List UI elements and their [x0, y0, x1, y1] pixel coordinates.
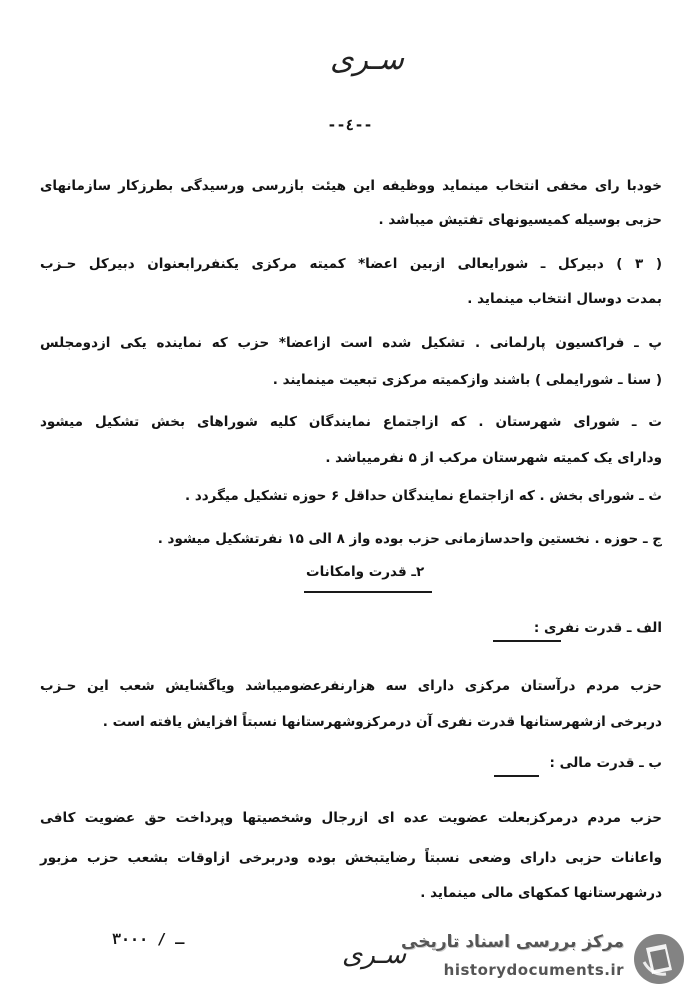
body-line-7: ت ـ شورای شهرستان . که ازاجتماع نمایندگان کلیه شوراهای بخش تشکیل میشود	[40, 414, 662, 430]
subsection-a-underline	[493, 640, 561, 642]
body-line-6: ( سنا ـ شورایملی ) باشند وازکمیته مرکزی تبعیت مینمایند .	[272, 372, 662, 388]
page-number: --٤--	[327, 116, 373, 134]
body-line-5: پ ـ فراکسیون پارلمانی . تشکیل شده است ازاعضا* حزب که نماینده یکی ازدومجلس	[40, 335, 662, 351]
watermark-url: historydocuments.ir	[443, 961, 624, 979]
section-2-heading: ۲ـ قدرت وامکانات	[306, 564, 425, 580]
section-2-underline	[304, 591, 432, 593]
body-line-8: ودارای یک کمیته شهرستان مرکب از ۵ نفرمیباشد .	[325, 450, 662, 466]
subsection-a-line-1: حزب مردم درآستان مرکزی دارای سه هزارنفرعضومیباشد ویاگشایش شعب این حـزب	[40, 678, 662, 694]
subsection-a-line-2: دربرخی ازشهرستانها قدرت نفری آن درمرکزوشهرستانها نسبتاً افزایش یافته است .	[102, 714, 662, 730]
body-line-9: ث ـ شورای بخش . که ازاجتماع نمایندگان حداقل ۶ حوزه تشکیل میگردد .	[184, 488, 662, 504]
body-line-4: بمدت دوسال انتخاب مینماید .	[467, 291, 662, 307]
body-line-10: ج ـ حوزه . نخستین واحدسازمانی حزب بوده واز ۸ الی ۱۵ نفرتشکیل میشود .	[157, 531, 662, 547]
subsection-b-line-2: واعانات حزبی دارای وضعی نسبتاً رضایتبخش بوده ودربرخی ازاوقات بشعب حزب مزبور	[40, 850, 662, 866]
subsection-b-underline	[494, 775, 539, 777]
subsection-b-line-1: حزب مردم درمرکزبعلت عضویت عده ای ازرجال وشخصیتها وپرداخت حق عضویت کافی	[40, 810, 662, 826]
subsection-a-heading: الف ـ قدرت نفری :	[533, 620, 662, 636]
body-line-1: خودبا رای مخفی انتخاب مینماید ووظیفه این هیئت بازرسی ورسیدگی بطرزکار سازمانهای	[40, 178, 662, 194]
subsection-b-heading: ب ـ قدرت مالی :	[549, 755, 662, 771]
archive-watermark	[356, 926, 686, 992]
body-line-3: ( ۳ ) دبیرکل ـ شورایعالی ازبین اعضا* کمیته مرکزی یکنفررابعنوان دبیرکل حـزب	[40, 256, 663, 272]
archive-logo-icon	[632, 932, 686, 986]
watermark-title: مرکز بررسی اسناد تاریخی	[401, 932, 624, 952]
subsection-b-line-3: درشهرستانها کمکهای مالی مینماید .	[420, 885, 662, 901]
reference-number: ۳ـ / ۰۰۰	[112, 930, 185, 948]
classification-stamp-top: سـری	[330, 42, 404, 77]
classification-stamp-bottom: سـری	[342, 940, 407, 970]
body-line-2: حزبی بوسیله کمیسیونهای تفتیش میباشد .	[378, 212, 662, 228]
